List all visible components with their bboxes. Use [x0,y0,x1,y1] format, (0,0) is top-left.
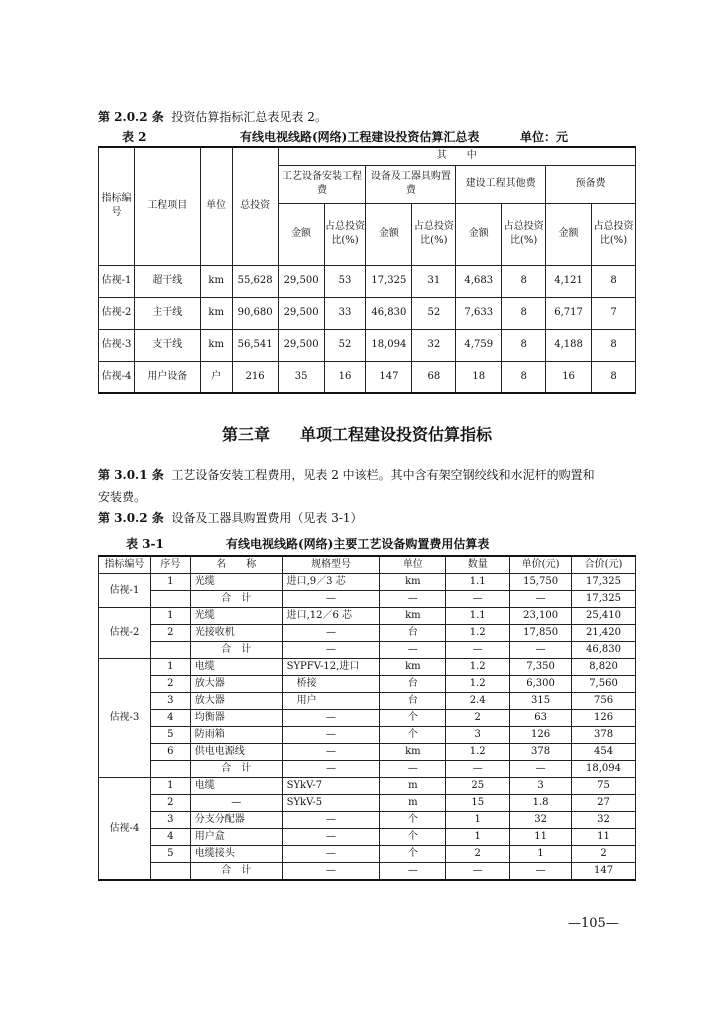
cell-no: 4 [150,829,190,846]
cell-dash: — [510,863,572,881]
cell-value: 29,500 [278,297,324,329]
cell-value: 4,759 [456,329,502,361]
subtotal-row [99,761,636,778]
section-text: 工艺设备安装工程费用，见表 2 中该栏。其中含有架空钢绞线和水泥杆的购置和 [171,468,595,482]
cell-value: 18,094 [366,329,412,361]
cell-dash: — [446,863,510,881]
section-number: 第 2.0.2 条 [98,110,164,124]
cell-name: 光接收机 [190,625,282,642]
section-text: 投资估算指标汇总表见表 2。 [171,110,327,124]
cell-spec: 桥接 [282,676,380,693]
cell-total: 8,820 [572,659,636,676]
cell-unit: km [380,574,446,591]
cell-dash: — [282,642,380,659]
cell-unit: km [200,297,232,329]
cell-price: 23,100 [510,608,572,625]
cell-value: 147 [366,361,412,393]
group-code: 估视-4 [99,778,151,881]
cell-name: 电缆 [190,778,282,795]
cell-price: 1 [510,846,572,863]
cell-no: 2 [150,795,190,812]
cell-name: 光缆 [190,574,282,591]
header-pct: 占总投资比(%) [412,203,456,265]
cell-unit: 个 [380,812,446,829]
cell-value: 8 [592,361,636,393]
header-amount: 金额 [366,203,412,265]
header-pct: 占总投资比(%) [324,203,366,265]
cell-value: 31 [412,265,456,297]
cell-unit: km [380,608,446,625]
subtotal-row [99,591,636,608]
header-row [99,556,636,574]
table-row [99,795,636,812]
cell-total: 756 [572,693,636,710]
table-row [99,727,636,744]
cell-no: 2 [150,625,190,642]
cell-price: 32 [510,812,572,829]
cell-price: 126 [510,727,572,744]
cell-dash: — [380,642,446,659]
subtotal-label: 合 计 [190,591,282,608]
header-pct: 占总投资比(%) [502,203,546,265]
cell-name: 电缆 [190,659,282,676]
cell-spec: 用户 [282,693,380,710]
cell-dash: — [380,761,446,778]
cell-unit: 台 [380,693,446,710]
table-row [99,608,636,625]
cell-qty: 25 [446,778,510,795]
cell-value: 8 [592,265,636,297]
table-row [99,744,636,761]
cell-value: 16 [324,361,366,393]
cell-unit: m [380,778,446,795]
header-code: 指标编号 [99,147,135,265]
page-number: —105— [568,916,619,931]
cell-value: 29,500 [278,329,324,361]
section-text-cont: 安装费。 [98,490,147,504]
table2-title: 有线电视线路(网络)工程建设投资估算汇总表 [240,130,480,144]
table-row [99,693,636,710]
cell-dash: — [380,591,446,608]
subtotal-row [99,642,636,659]
table-row [99,846,636,863]
cell-value: 6,717 [546,297,592,329]
cell-dash: — [510,591,572,608]
table-row [99,265,636,297]
cell-value: 32 [412,329,456,361]
cell-no: 1 [150,778,190,795]
cell-value: 16 [546,361,592,393]
cell-unit: 个 [380,846,446,863]
cell-total: 55,628 [232,265,278,297]
cell-dash: — [510,761,572,778]
cell-name: 防雨箱 [190,727,282,744]
table-row [99,625,636,642]
cell-qty: 2.4 [446,693,510,710]
cell-code: 估视-1 [99,265,135,297]
cell-no: 3 [150,812,190,829]
cell-total: 454 [572,744,636,761]
header-unit: 单位 [200,147,232,265]
table-row [99,297,636,329]
cell-spec: 进口,12／6 芯 [282,608,380,625]
cell-total: 126 [572,710,636,727]
subtotal-label: 合 计 [190,761,282,778]
cell-price: 6,300 [510,676,572,693]
cell-spec: 进口,9／3 芯 [282,574,380,591]
cell-qty: 1.1 [446,608,510,625]
table-row [99,574,636,591]
cell-value: 33 [324,297,366,329]
cell-total: 25,410 [572,608,636,625]
cell-unit: 个 [380,710,446,727]
cell-qty: 1.2 [446,744,510,761]
cell-value: 68 [412,361,456,393]
chapter-title: 单项工程建设投资估算指标 [300,425,493,444]
cell-spec: — [282,812,380,829]
cell-spec: — [282,846,380,863]
cell-no: 1 [150,608,190,625]
group-code: 估视-1 [99,574,151,608]
cell-price: 15,750 [510,574,572,591]
cell-name: 电缆接头 [190,846,282,863]
header-cell: 数量 [446,556,510,574]
cell-spec: — [282,727,380,744]
cell-value: 35 [278,361,324,393]
cell-no: 1 [150,659,190,676]
cell-unit: km [380,744,446,761]
header-cell: 序号 [150,556,190,574]
cell-price: 315 [510,693,572,710]
table-row [99,676,636,693]
subtotal-row [99,863,636,881]
header-reserve-fee: 预备费 [546,165,636,203]
subtotal-value: 17,325 [572,591,636,608]
cell-value: 8 [502,265,546,297]
cell-value: 52 [412,297,456,329]
cell-item: 超干线 [134,265,200,297]
header-cell: 名 称 [190,556,282,574]
cell-total: 56,541 [232,329,278,361]
cell-value: 29,500 [278,265,324,297]
subtotal-value: 46,830 [572,642,636,659]
summary-table [98,146,636,394]
cell-dash: — [446,761,510,778]
cell-value: 7 [592,297,636,329]
header-cell: 单价(元) [510,556,572,574]
cell-name: 用户盒 [190,829,282,846]
table-row [99,329,636,361]
header-item: 工程项目 [134,147,200,265]
cell-price: 17,850 [510,625,572,642]
cell-price: 63 [510,710,572,727]
cell-item: 主干线 [134,297,200,329]
section-number: 第 3.0.2 条 [98,511,164,525]
subtotal-label: 合 计 [190,642,282,659]
cell-dash: — [282,591,380,608]
cell-no: 1 [150,574,190,591]
header-among: 其 中 [278,147,635,165]
subtotal-value: 18,094 [572,761,636,778]
cell-spec: SYkV-7 [282,778,380,795]
cell-total: 2 [572,846,636,863]
section-number: 第 3.0.1 条 [98,468,164,482]
cell-value: 53 [324,265,366,297]
cell-spec: — [282,625,380,642]
cell-total: 32 [572,812,636,829]
table-row [99,710,636,727]
cell-unit: 个 [380,829,446,846]
cell-no: 4 [150,710,190,727]
table-row [99,361,636,393]
cell-code: 估视-2 [99,297,135,329]
cell-total: 27 [572,795,636,812]
cell-total: 90,680 [232,297,278,329]
table-row [99,812,636,829]
header-cell: 合价(元) [572,556,636,574]
cell-qty: 1.2 [446,659,510,676]
cell-no: 3 [150,693,190,710]
header-amount: 金额 [278,203,324,265]
cell-total: 378 [572,727,636,744]
header-amount: 金额 [546,203,592,265]
header-total: 总投资 [232,147,278,265]
cell-value: 18 [456,361,502,393]
cell-value: 8 [592,329,636,361]
cell-item: 用户设备 [134,361,200,393]
cell-no: 5 [150,727,190,744]
cell-name: 光缆 [190,608,282,625]
header-pct: 占总投资比(%) [592,203,636,265]
cell-value: 8 [502,297,546,329]
table-row [99,659,636,676]
table2-label: 表 2 [122,130,147,144]
cell-item: 支干线 [134,329,200,361]
header-install-fee: 工艺设备安装工程费 [278,165,366,203]
section-2-0-2 [98,108,327,125]
subtotal-label: 合 计 [190,863,282,881]
cell-value: 4,188 [546,329,592,361]
section-3-0-2 [98,509,363,526]
cell-price: 378 [510,744,572,761]
cell-total: 17,325 [572,574,636,591]
cell-qty: 1 [446,812,510,829]
cell-total: 11 [572,829,636,846]
cell-value: 17,325 [366,265,412,297]
subtotal-value: 147 [572,863,636,881]
header-cell: 单位 [380,556,446,574]
table31-label: 表 3-1 [126,537,164,551]
cell-dash: — [510,642,572,659]
cell-unit: 台 [380,676,446,693]
equipment-table [98,555,636,881]
chapter-number: 第三章 [222,425,271,444]
cell-total: 7,560 [572,676,636,693]
cell-qty: 1.1 [446,574,510,591]
cell-name: 分支分配器 [190,812,282,829]
cell-no: 6 [150,744,190,761]
cell-value: 4,683 [456,265,502,297]
cell-spec: — [282,829,380,846]
cell-name: 放大器 [190,693,282,710]
cell-code: 估视-4 [99,361,135,393]
cell-qty: 1.2 [446,676,510,693]
cell-unit: km [380,659,446,676]
cell-dash: — [380,863,446,881]
cell-total: 21,420 [572,625,636,642]
cell-unit: 户 [200,361,232,393]
cell-value: 7,633 [456,297,502,329]
cell-name: — [190,795,282,812]
cell-no: 5 [150,846,190,863]
header-cell: 指标编号 [99,556,151,574]
group-code: 估视-3 [99,659,151,778]
cell-no: 2 [150,676,190,693]
group-code: 估视-2 [99,608,151,659]
header-equipment-fee: 设备及工器具购置费 [366,165,456,203]
cell-value: 8 [502,329,546,361]
cell-total: 75 [572,778,636,795]
table-row [99,829,636,846]
cell-name: 均衡器 [190,710,282,727]
header-other-fee: 建设工程其他费 [456,165,546,203]
cell-unit: 个 [380,727,446,744]
cell-unit: m [380,795,446,812]
cell-price: 7,350 [510,659,572,676]
cell-price: 1.8 [510,795,572,812]
table2-unit: 单位：元 [520,130,569,144]
cell-qty: 2 [446,846,510,863]
cell-spec: — [282,744,380,761]
cell-qty: 1.2 [446,625,510,642]
cell-name: 放大器 [190,676,282,693]
cell-qty: 3 [446,727,510,744]
cell-code: 估视-3 [99,329,135,361]
cell-dash: — [282,863,380,881]
cell-value: 52 [324,329,366,361]
cell-name: 供电电源线 [190,744,282,761]
cell-qty: 15 [446,795,510,812]
cell-unit: 台 [380,625,446,642]
cell-value: 4,121 [546,265,592,297]
cell-value: 8 [502,361,546,393]
cell-qty: 1 [446,829,510,846]
section-3-0-1 [98,466,595,483]
cell-total: 216 [232,361,278,393]
cell-spec: SYkV-5 [282,795,380,812]
header-cell: 规格型号 [282,556,380,574]
cell-dash: — [446,642,510,659]
cell-dash: — [282,761,380,778]
cell-dash: — [446,591,510,608]
cell-spec: — [282,710,380,727]
section-text: 设备及工器具购置费用（见表 3-1） [171,511,363,525]
table-row [99,778,636,795]
cell-unit: km [200,265,232,297]
header-amount: 金额 [456,203,502,265]
cell-price: 11 [510,829,572,846]
cell-unit: km [200,329,232,361]
cell-price: 3 [510,778,572,795]
table31-title: 有线电视线路(网络)主要工艺设备购置费用估算表 [226,537,490,551]
cell-value: 46,830 [366,297,412,329]
cell-spec: SYPFV-12,进口 [282,659,380,676]
cell-qty: 2 [446,710,510,727]
